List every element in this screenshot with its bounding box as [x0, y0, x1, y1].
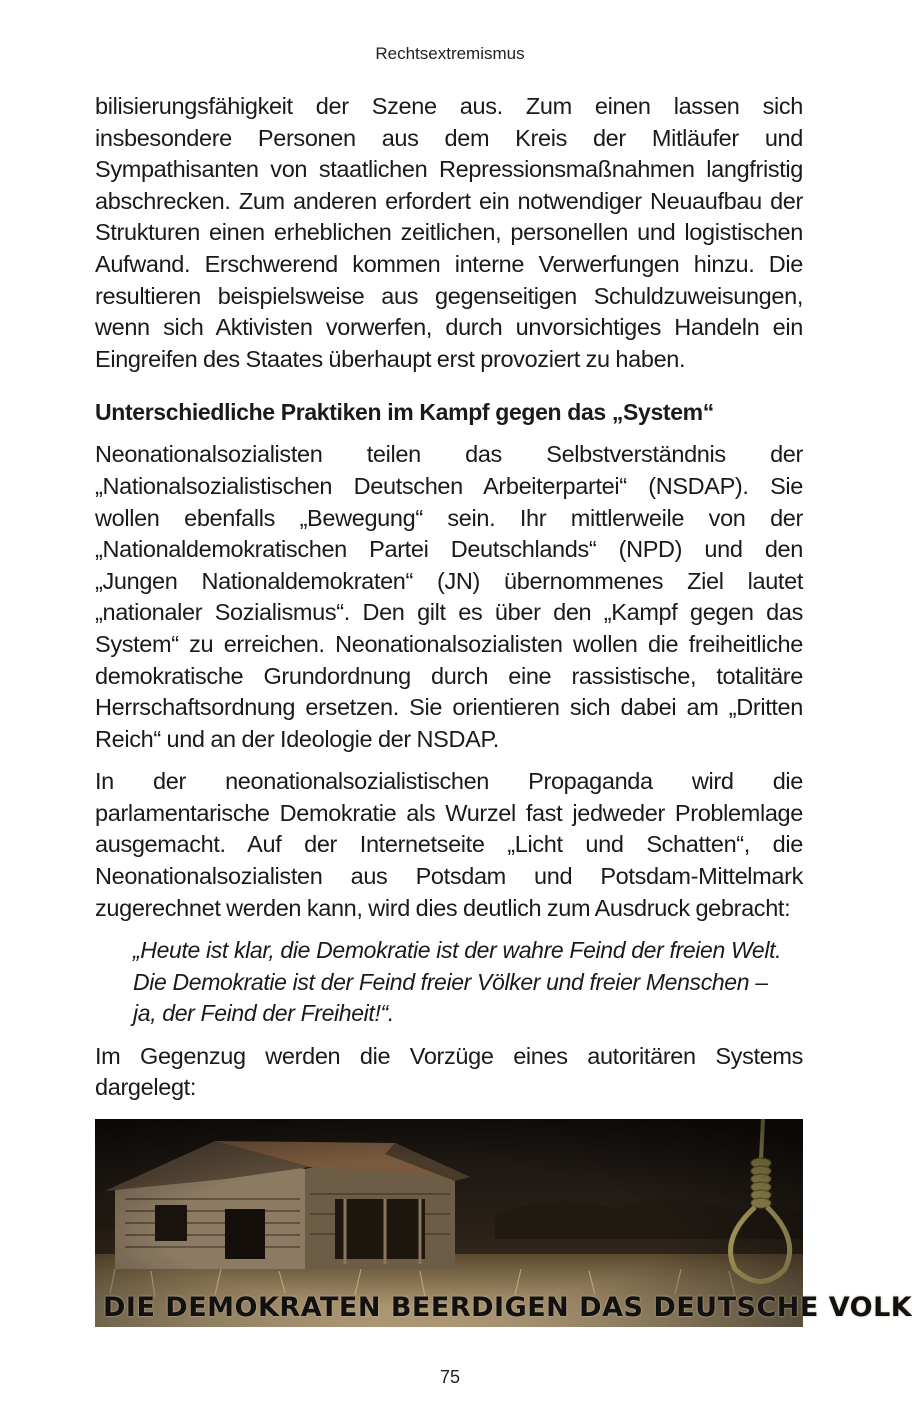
paragraph-3: In der neonationalsozialistischen Propaganda wird die parlamentarische Demokratie als Wurzel fast jedweder Problemlage ausgemacht. Auf der Internetseite „Licht und Schatten“, die Neonationalsozialisten aus Potsdam und Potsdam-Mittelmark zugerechnet werden kann, wird dies deutlich zum Ausdruck gebracht:: [95, 768, 803, 921]
page-body: [95, 91, 803, 1209]
running-head: Rechtsextremismus: [375, 44, 525, 63]
section-heading: Unterschiedliche Praktiken im Kampf gegen das „System“: [95, 399, 714, 426]
paragraph-1: bilisierungsfähigkeit der Szene aus. Zum einen lassen sich insbesondere Personen aus dem Kreis der Mitläufer und Sympathisanten von staatlichen Repressionsmaßnahmen langfristig abschrecken. Zum anderen erfordert ein notwendiger Neuaufbau der Strukturen einen erheblichen zeitlichen, personellen und logistischen Aufwand. Erschwerend kommen interne Verwerfungen hinzu. Die resultieren beispielsweise aus gegenseitigen Schuldzuweisungen, wenn sich Aktivisten vorwerfen, durch unvorsichtiges Handeln ein Eingreifen des Staates überhaupt erst provoziert zu haben.: [95, 93, 803, 372]
paragraph-2: Neonationalsozialisten teilen das Selbstverständnis der „Nationalsozialistischen Deutschen Arbeiterpartei“ (NSDAP). Sie wollen ebenfalls „Bewegung“ sein. Ihr mittlerweile von der „Nationaldemokratischen Partei Deutschlands“ (NPD) und den „Jungen Nationaldemokraten“ (JN) übernommenes Ziel lautet „nationaler Sozialismus“. Den gilt es über den „Kampf gegen das System“ zu erreichen. Neonationalsozialisten wollen die freiheitliche demokratische Grundordnung durch eine rassistische, totalitäre Herrschaftsordnung ersetzen. Sie orientieren sich dabei am „Dritten Reich“ und an der Ideologie der NSDAP.: [95, 441, 803, 752]
propaganda-image: [95, 1119, 912, 1327]
paragraph-4: Im Gegenzug werden die Vorzüge eines autoritären Systems dargelegt:: [95, 1042, 803, 1101]
quote-1: „Heute ist klar, die Demokratie ist der wahre Feind der freien Welt. Die Demokratie ist der Feind freier Völker und freier Menschen – ja, der Feind der Freiheit!“.: [133, 937, 782, 1027]
image-caption: DIE DEMOKRATEN BEERDIGEN DAS DEUTSCHE VOLK: [103, 1292, 912, 1323]
page-number: 75: [439, 1367, 461, 1387]
